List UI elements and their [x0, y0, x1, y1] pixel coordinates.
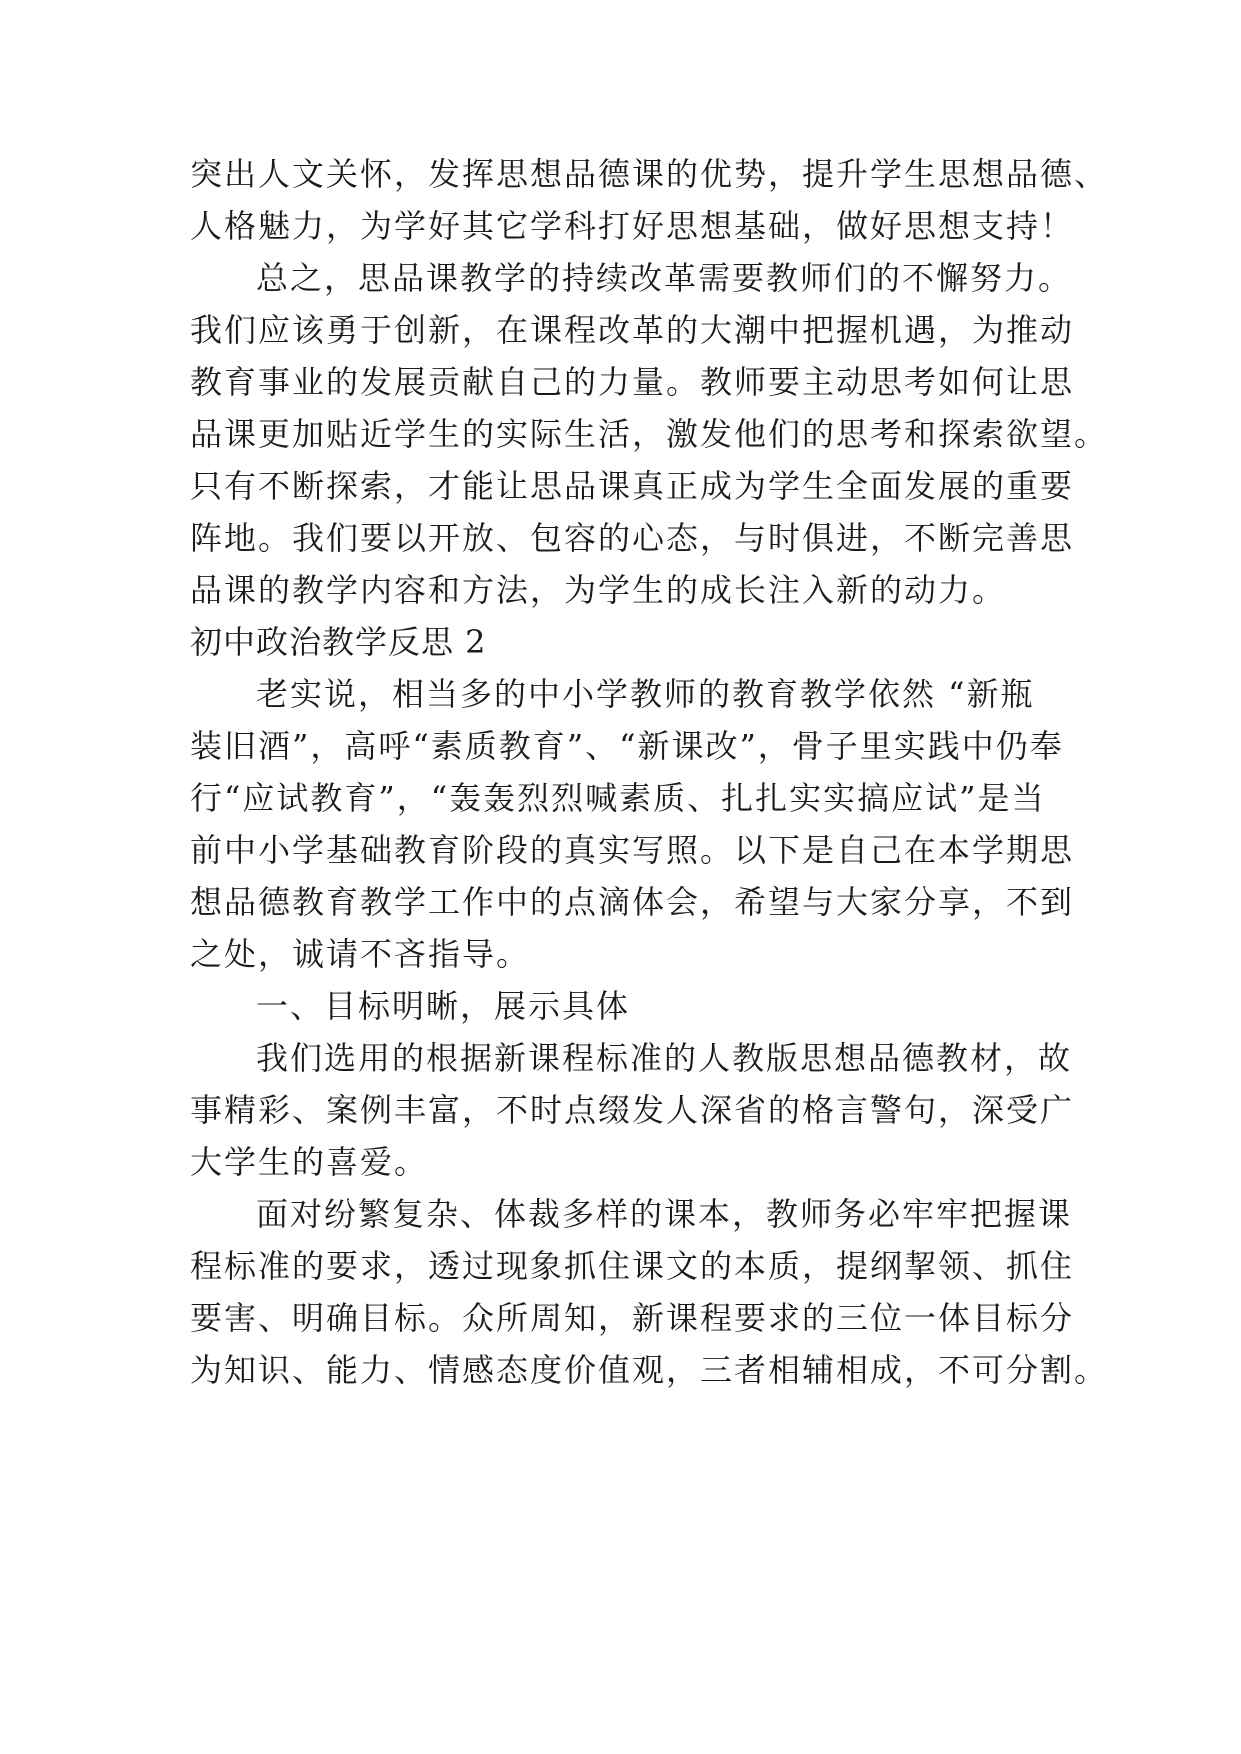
paragraph-line: 大学生的喜爱。	[190, 1143, 429, 1181]
section-title: 初中政治教学反思 2	[190, 623, 487, 661]
paragraph-line: 突出人文关怀，发挥思想品德课的优势，提升学生思想品德、	[190, 155, 1109, 193]
paragraph-line: 程标准的要求，透过现象抓住课文的本质，提纲挈领、抓住	[190, 1247, 1075, 1285]
paragraph-line: 行“应试教育”，“轰轰烈烈喊素质、扎扎实实搞应试”是当	[190, 779, 1046, 817]
paragraph-line: 品课的教学内容和方法，为学生的成长注入新的动力。	[190, 571, 1007, 609]
paragraph-line: 要害、明确目标。众所周知，新课程要求的三位一体目标分	[190, 1299, 1075, 1337]
paragraph-line: 面对纷繁复杂、体裁多样的课本，教师务必牢牢把握课	[256, 1195, 1073, 1233]
paragraph-line: 阵地。我们要以开放、包容的心态，与时俱进，不断完善思	[190, 519, 1075, 557]
paragraph-line: 总之，思品课教学的持续改革需要教师们的不懈努力。	[256, 259, 1073, 297]
paragraph-line: 我们应该勇于创新，在课程改革的大潮中把握机遇，为推动	[190, 311, 1075, 349]
paragraph-line: 我们选用的根据新课程标准的人教版思想品德教材，故	[256, 1039, 1073, 1077]
paragraph-line: 教育事业的发展贡献自己的力量。教师要主动思考如何让思	[190, 363, 1075, 401]
paragraph-line: 为知识、能力、情感态度价值观，三者相辅相成，不可分割。	[190, 1351, 1109, 1389]
paragraph-line: 前中小学基础教育阶段的真实写照。以下是自己在本学期思	[190, 831, 1075, 869]
paragraph-line: 老实说，相当多的中小学教师的教育教学依然 “新瓶	[256, 675, 1035, 713]
paragraph-line: 人格魅力，为学好其它学科打好思想基础，做好思想支持！	[190, 207, 1075, 245]
paragraph-line: 装旧酒”，高呼“素质教育”、“新课改”，骨子里实践中仍奉	[190, 727, 1064, 765]
paragraph-line: 想品德教育教学工作中的点滴体会，希望与大家分享，不到	[190, 883, 1075, 921]
subsection-heading: 一、目标明晰，展示具体	[256, 987, 631, 1025]
document-body	[190, 148, 1109, 1396]
paragraph-line: 品课更加贴近学生的实际生活，激发他们的思考和探索欲望。	[190, 415, 1109, 453]
paragraph-line: 只有不断探索，才能让思品课真正成为学生全面发展的重要	[190, 467, 1075, 505]
paragraph-line: 之处，诚请不吝指导。	[190, 935, 531, 973]
paragraph-line: 事精彩、案例丰富，不时点缀发人深省的格言警句，深受广	[190, 1091, 1075, 1129]
